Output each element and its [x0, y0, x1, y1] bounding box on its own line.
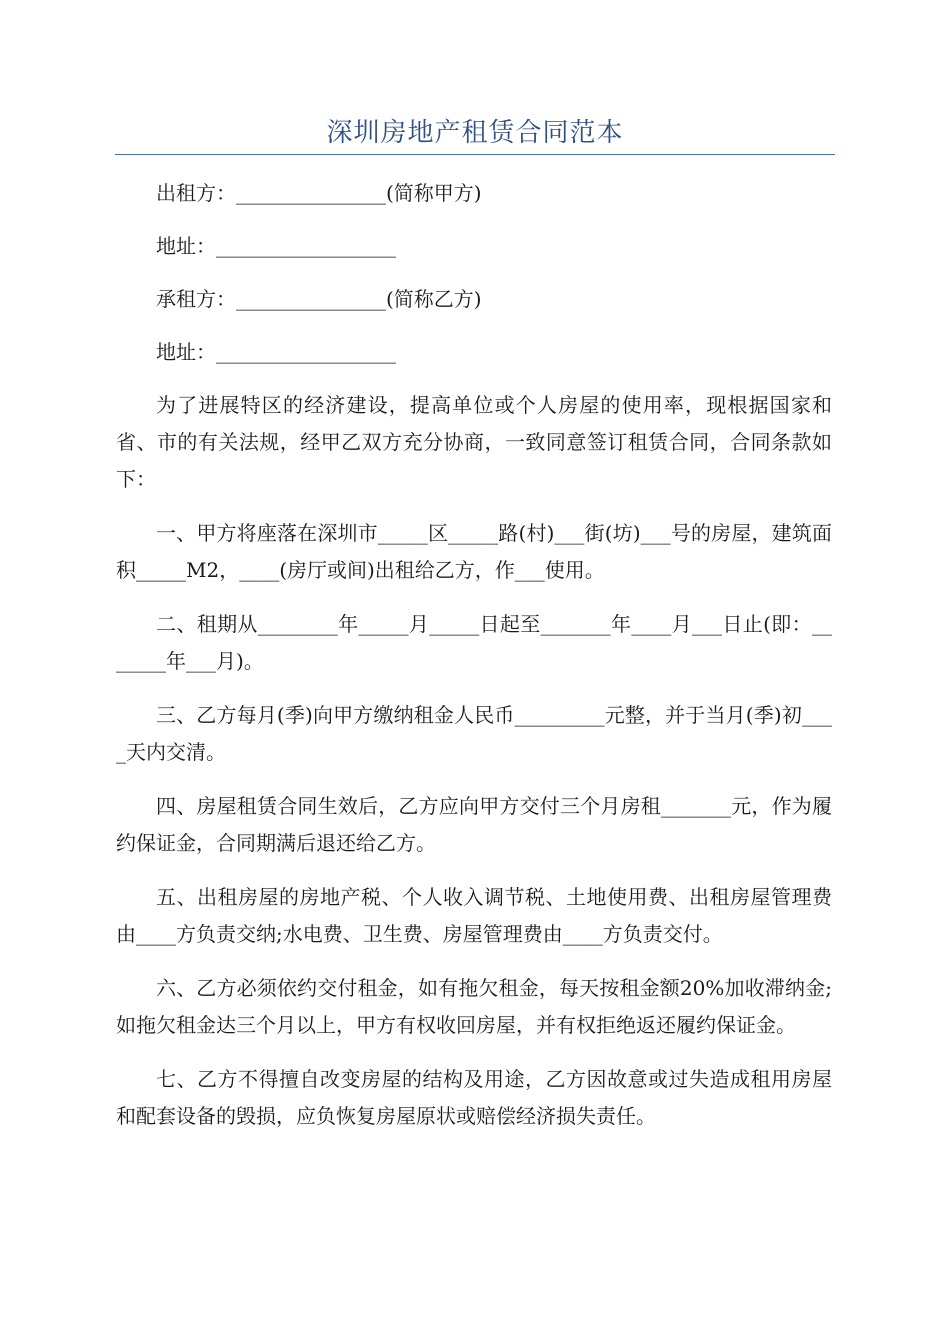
lessee-line: 承租方：_______________(简称乙方) [156, 287, 482, 311]
clause-4: 四、房屋租赁合同生效后，乙方应向甲方交付三个月房租_______元，作为履约保证金，合同期满后退还给乙方。 [116, 794, 832, 855]
clause-6: 六、乙方必须依约交付租金，如有拖欠租金，每天按租金额20%加收滞纳金;如拖欠租金达三个月以上，甲方有权收回房屋，并有权拒绝返还履约保证金。 [116, 976, 832, 1037]
document-body [116, 175, 832, 1152]
intro-paragraph: 为了进展特区的经济建设，提高单位或个人房屋的使用率，现根据国家和省、市的有关法规，经甲乙双方充分协商，一致同意签订租赁合同，合同条款如下： [116, 393, 832, 491]
lessor-address-line: 地址：__________________ [156, 234, 396, 258]
clause-5: 五、出租房屋的房地产税、个人收入调节税、土地使用费、出租房屋管理费由____方负责交纳;水电费、卫生费、房屋管理费由____方负责交付。 [116, 885, 832, 946]
clause-7: 七、乙方不得擅自改变房屋的结构及用途，乙方因故意或过失造成租用房屋和配套设备的毁损，应负恢复房屋原状或赔偿经济损失责任。 [116, 1067, 832, 1128]
clause-1: 一、甲方将座落在深圳市_____区_____路(村)___街(坊)___号的房屋，建筑面积_____M2，____(房厅或间)出租给乙方，作___使用。 [116, 521, 832, 582]
clause-2: 二、租期从________年_____月_____日起至_______年____月___日止(即：_______年___月)。 [116, 612, 832, 673]
lessee-address-line: 地址：__________________ [156, 340, 396, 364]
title-underline [115, 154, 835, 155]
clause-3: 三、乙方每月(季)向甲方缴纳租金人民币_________元整，并于当月(季)初____天内交清。 [116, 703, 832, 764]
lessor-line: 出租方：_______________(简称甲方) [156, 181, 482, 205]
document-title: 深圳房地产租赁合同范本 [326, 118, 624, 148]
